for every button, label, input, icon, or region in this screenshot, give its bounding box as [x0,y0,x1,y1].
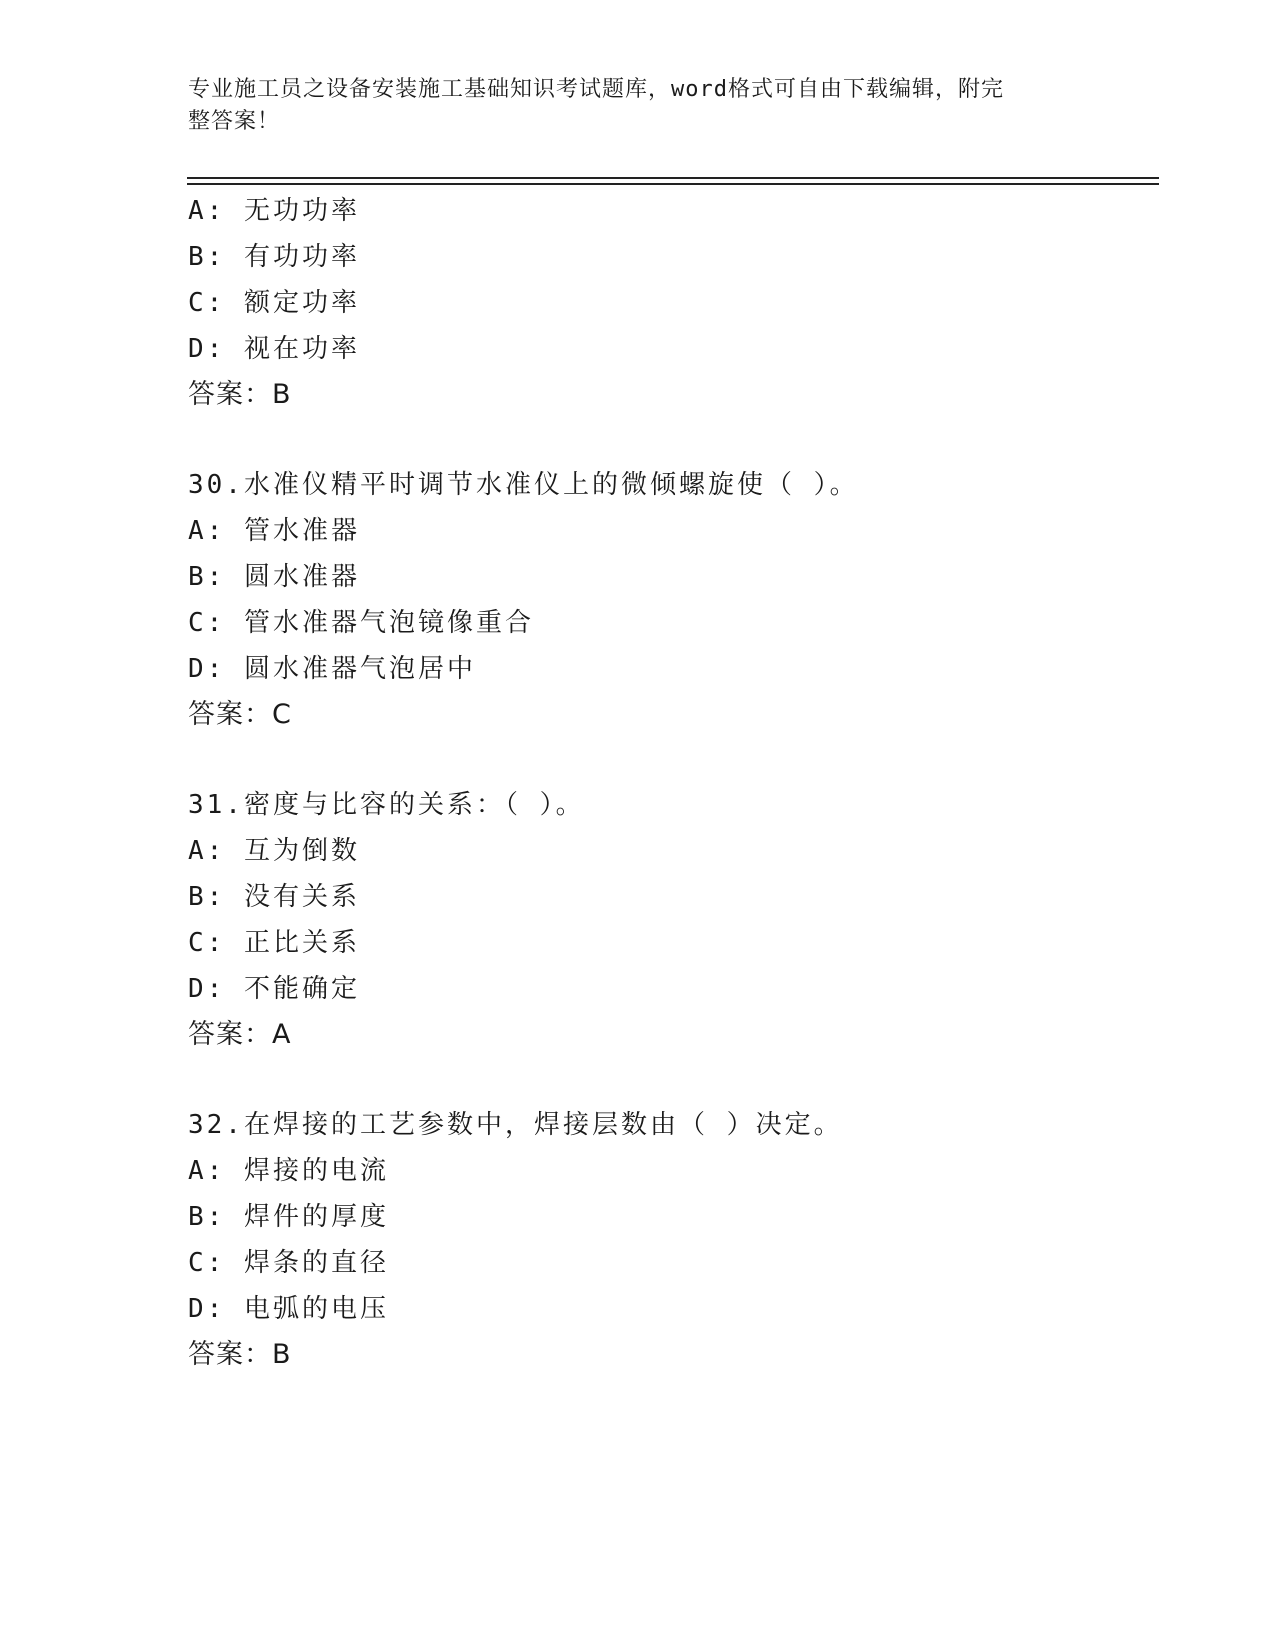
answer-line: 答案：A [188,1019,292,1050]
option-a: A: 互为倒数 [188,836,360,866]
option-c: C: 焊条的直径 [188,1248,389,1278]
option-d: D: 视在功率 [188,334,360,364]
option-b: B: 没有关系 [188,882,360,912]
option-a: A: 焊接的电流 [188,1156,389,1186]
header-divider-bottom [187,183,1159,185]
question-block-30 [188,462,1148,738]
question-block-32 [188,1102,1148,1378]
option-b: B: 圆水准器 [188,562,360,592]
header-line-2: 整答案！ [188,109,281,134]
option-c: C: 额定功率 [188,288,360,318]
question-list [188,188,1148,1378]
question-block-31 [188,782,1148,1058]
option-a: A: 管水准器 [188,516,360,546]
option-b: B: 焊件的厚度 [188,1202,389,1232]
question-text: 30.水准仪精平时调节水准仪上的微倾螺旋使（ ）。 [188,470,859,500]
option-a: A: 无功功率 [188,196,360,226]
block-spacer [188,418,1148,462]
option-c: C: 管水准器气泡镜像重合 [188,608,534,638]
option-d: D: 不能确定 [188,974,360,1004]
answer-line: 答案：C [188,699,292,730]
option-d: D: 电弧的电压 [188,1294,389,1324]
option-b: B: 有功功率 [188,242,360,272]
header-divider-top [187,177,1159,179]
option-c: C: 正比关系 [188,928,360,958]
header-line-1: 专业施工员之设备安装施工基础知识考试题库，word格式可自由下载编辑，附完 [188,77,1004,102]
document-header [188,74,1068,138]
answer-line: 答案：B [188,379,292,410]
block-spacer [188,1058,1148,1102]
question-text: 32.在焊接的工艺参数中，焊接层数由（ ）决定。 [188,1110,843,1140]
question-block-29 [188,188,1148,418]
question-text: 31.密度与比容的关系：（ ）。 [188,790,585,820]
block-spacer [188,738,1148,782]
option-d: D: 圆水准器气泡居中 [188,654,476,684]
answer-line: 答案：B [188,1339,292,1370]
